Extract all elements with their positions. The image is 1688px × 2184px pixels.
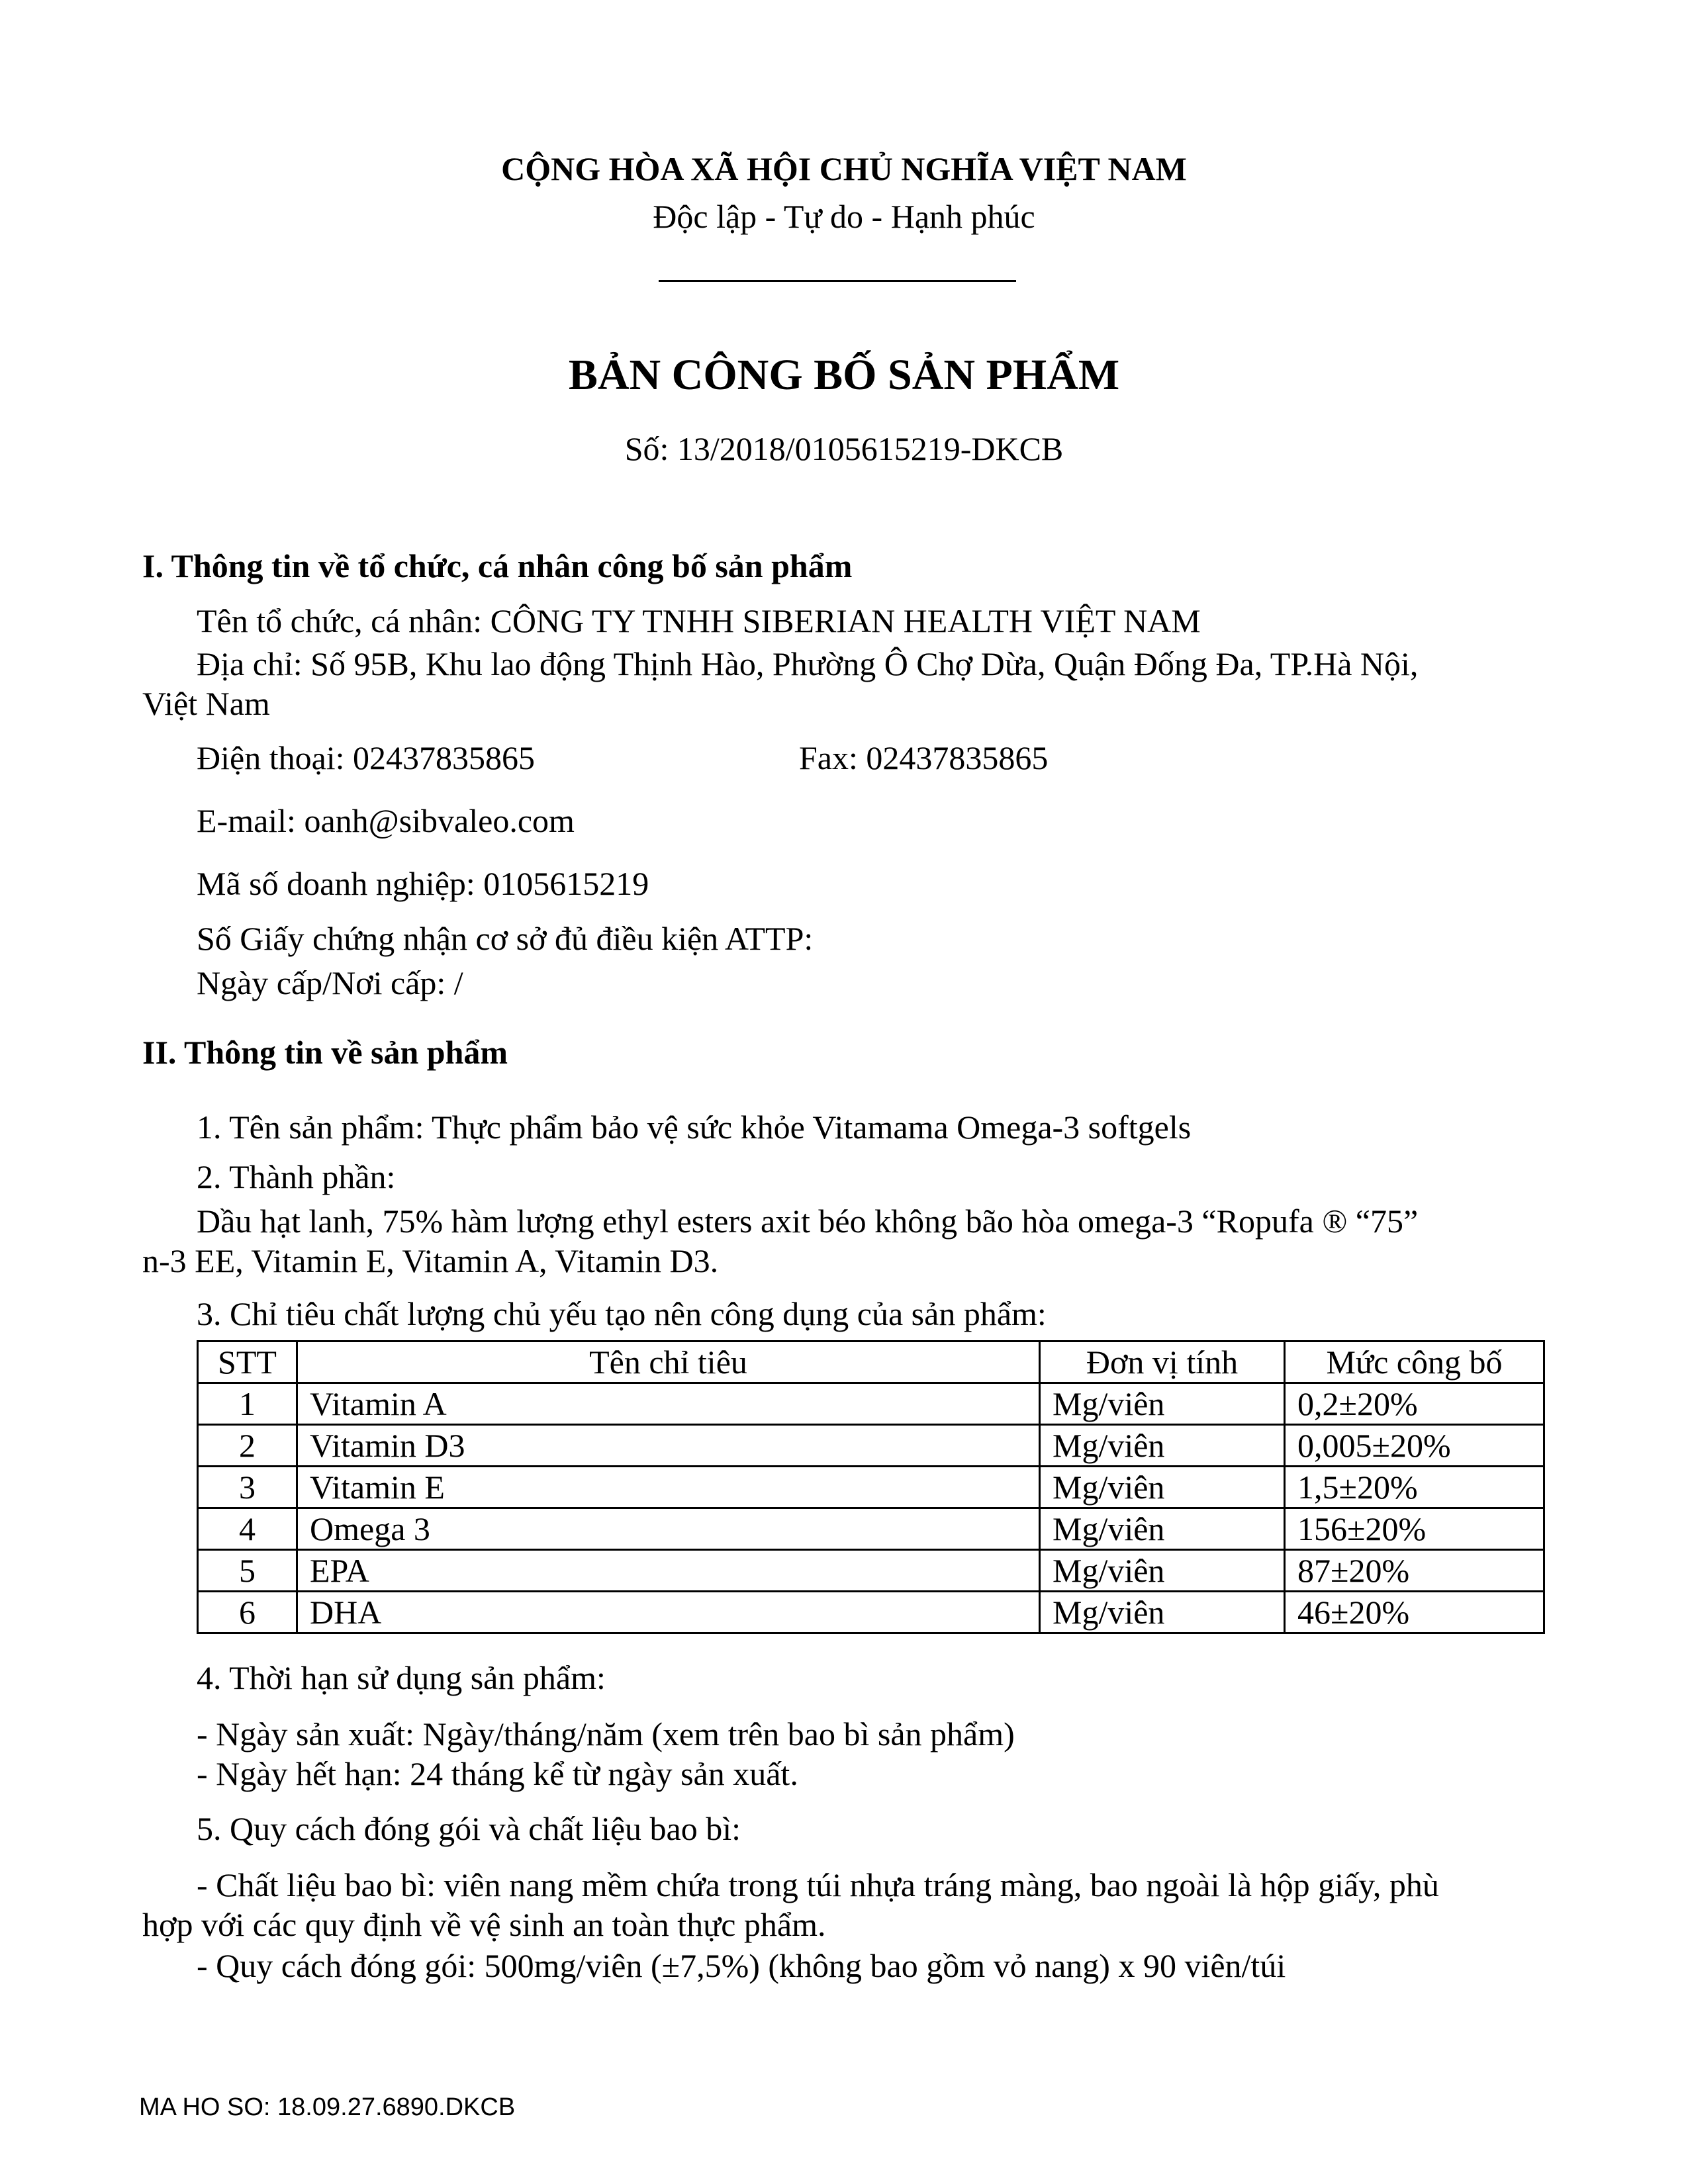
product-name: 1. Tên sản phẩm: Thực phẩm bảo vệ sức khỏe Vitamama Omega-3 softgels bbox=[197, 1109, 1192, 1146]
document-title: BẢN CÔNG BỐ SẢN PHẨM bbox=[568, 351, 1120, 399]
fax: Fax: 02437835865 bbox=[799, 739, 1049, 776]
header-stt: STT bbox=[198, 1342, 297, 1383]
cell-indicator: EPA bbox=[297, 1550, 1040, 1592]
pack-spec: - Quy cách đóng gói: 500mg/viên (±7,5%) (không bao gồm vỏ nang) x 90 viên/túi bbox=[197, 1947, 1286, 1984]
table-row bbox=[198, 1467, 1544, 1508]
section2-heading: II. Thông tin về sản phẩm bbox=[142, 1034, 508, 1071]
org-name: Tên tổ chức, cá nhân: CÔNG TY TNHH SIBERIAN HEALTH VIỆT NAM bbox=[197, 602, 1201, 639]
header-indicator-name: Tên chỉ tiêu bbox=[297, 1342, 1040, 1383]
phone: Điện thoại: 02437835865 bbox=[197, 739, 536, 776]
table-row bbox=[198, 1425, 1544, 1467]
cell-level: 0,2±20% bbox=[1285, 1383, 1544, 1425]
cell-unit: Mg/viên bbox=[1040, 1592, 1285, 1633]
material-line1: - Chất liệu bao bì: viên nang mềm chứa trong túi nhựa tráng màng, bao ngoài là hộp giấy, phù bbox=[197, 1866, 1439, 1903]
dossier-code: MA HO SO: 18.09.27.6890.DKCB bbox=[139, 2093, 516, 2121]
expiry-date: - Ngày hết hạn: 24 tháng kể từ ngày sản xuất. bbox=[197, 1755, 798, 1792]
cell-level: 87±20% bbox=[1285, 1550, 1544, 1592]
cell-stt: 6 bbox=[198, 1592, 297, 1633]
cell-stt: 2 bbox=[198, 1425, 297, 1467]
cell-indicator: Vitamin A bbox=[297, 1383, 1040, 1425]
address-line2: Việt Nam bbox=[142, 685, 270, 722]
material-line2: hợp với các quy định về vệ sinh an toàn thực phẩm. bbox=[142, 1906, 826, 1943]
cell-level: 46±20% bbox=[1285, 1592, 1544, 1633]
ingredients-label: 2. Thành phần: bbox=[197, 1158, 396, 1195]
cell-unit: Mg/viên bbox=[1040, 1550, 1285, 1592]
section1-heading: I. Thông tin về tổ chức, cá nhân công bố sản phẩm bbox=[142, 547, 853, 584]
cell-unit: Mg/viên bbox=[1040, 1508, 1285, 1550]
cell-indicator: Vitamin D3 bbox=[297, 1425, 1040, 1467]
ingredients-line2: n-3 EE, Vitamin E, Vitamin A, Vitamin D3. bbox=[142, 1242, 719, 1279]
cell-unit: Mg/viên bbox=[1040, 1467, 1285, 1508]
quality-label: 3. Chỉ tiêu chất lượng chủ yếu tạo nên công dụng của sản phẩm: bbox=[197, 1295, 1047, 1332]
quality-table bbox=[197, 1340, 1545, 1634]
shelf-life-label: 4. Thời hạn sử dụng sản phẩm: bbox=[197, 1659, 606, 1696]
header-unit: Đơn vị tính bbox=[1040, 1342, 1285, 1383]
country-header: CỘNG HÒA XÃ HỘI CHỦ NGHĨA VIỆT NAM bbox=[501, 150, 1187, 187]
cell-stt: 3 bbox=[198, 1467, 297, 1508]
cell-indicator: Omega 3 bbox=[297, 1508, 1040, 1550]
packaging-label: 5. Quy cách đóng gói và chất liệu bao bì: bbox=[197, 1810, 741, 1847]
email: E-mail: oanh@sibvaleo.com bbox=[197, 802, 575, 839]
header-divider bbox=[659, 280, 1016, 282]
motto: Độc lập - Tự do - Hạnh phúc bbox=[653, 198, 1035, 235]
header-declared-level: Mức công bố bbox=[1285, 1342, 1544, 1383]
document-number: Số: 13/2018/0105615219-DKCB bbox=[624, 430, 1064, 467]
cell-level: 1,5±20% bbox=[1285, 1467, 1544, 1508]
cell-unit: Mg/viên bbox=[1040, 1383, 1285, 1425]
address-line1: Địa chỉ: Số 95B, Khu lao động Thịnh Hào, Phường Ô Chợ Dừa, Quận Đống Đa, TP.Hà Nội, bbox=[197, 645, 1419, 682]
manufacture-date: - Ngày sản xuất: Ngày/tháng/năm (xem trên bao bì sản phẩm) bbox=[197, 1715, 1015, 1752]
cell-indicator: Vitamin E bbox=[297, 1467, 1040, 1508]
cell-stt: 1 bbox=[198, 1383, 297, 1425]
cell-stt: 5 bbox=[198, 1550, 297, 1592]
cell-indicator: DHA bbox=[297, 1592, 1040, 1633]
tax-code: Mã số doanh nghiệp: 0105615219 bbox=[197, 865, 649, 902]
cell-level: 0,005±20% bbox=[1285, 1425, 1544, 1467]
table-row bbox=[198, 1508, 1544, 1550]
cert-number: Số Giấy chứng nhận cơ sở đủ điều kiện ATTP: bbox=[197, 920, 814, 957]
cell-unit: Mg/viên bbox=[1040, 1425, 1285, 1467]
table-row bbox=[198, 1592, 1544, 1633]
issue-info: Ngày cấp/Nơi cấp: / bbox=[197, 964, 463, 1001]
cell-stt: 4 bbox=[198, 1508, 297, 1550]
table-row bbox=[198, 1550, 1544, 1592]
ingredients-line1: Dầu hạt lanh, 75% hàm lượng ethyl esters axit béo không bão hòa omega-3 “Ropufa ® “75” bbox=[197, 1203, 1419, 1240]
cell-level: 156±20% bbox=[1285, 1508, 1544, 1550]
table-row bbox=[198, 1383, 1544, 1425]
table-header-row bbox=[198, 1342, 1544, 1383]
